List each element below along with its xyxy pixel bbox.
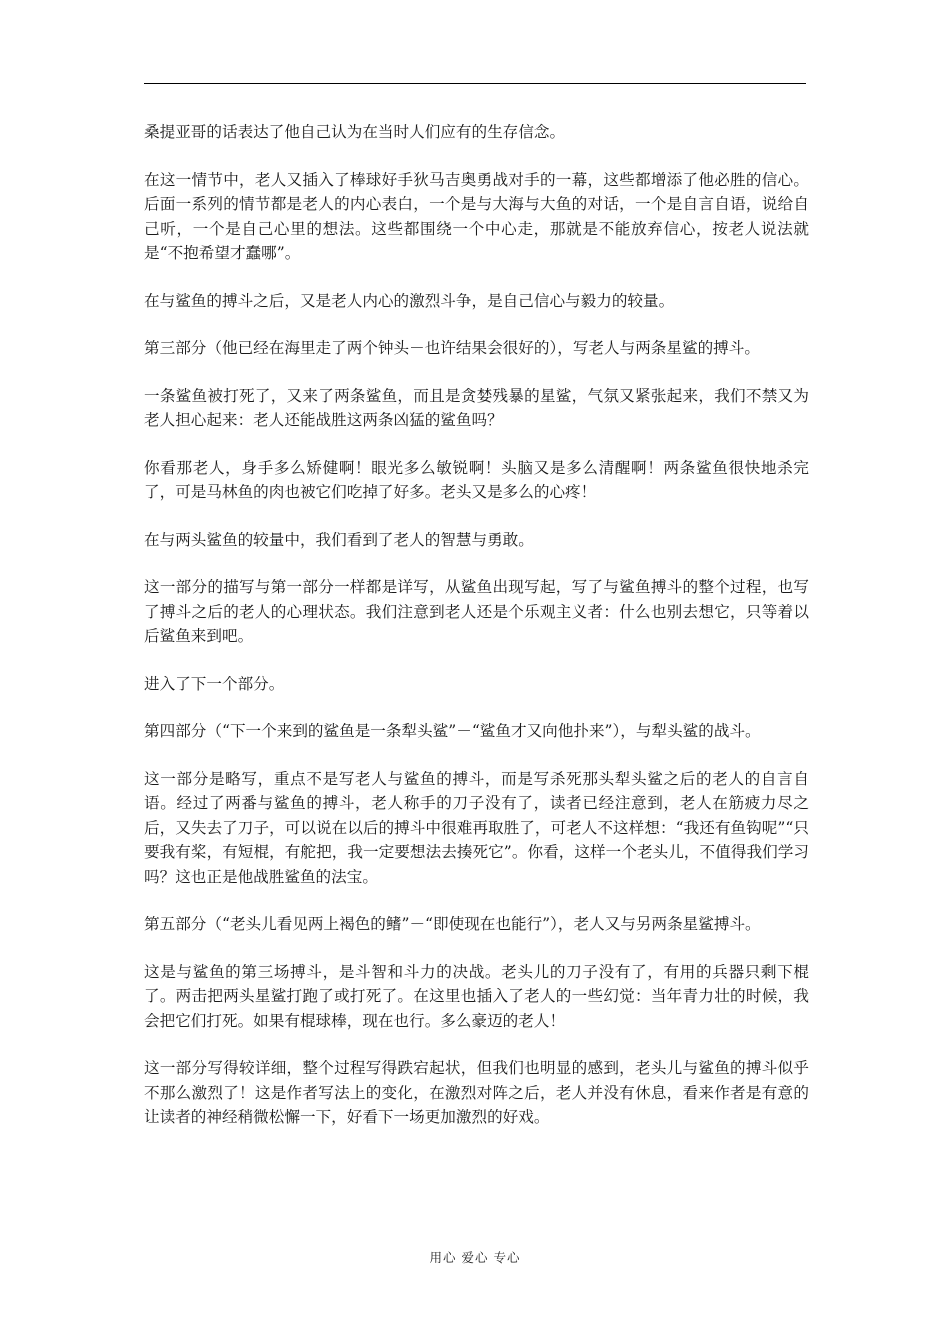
paragraph: 这是与鲨鱼的第三场搏斗，是斗智和斗力的决战。老头儿的刀子没有了，有用的兵器只剩下棍了。两击把两头星鲨打跑了或打死了。在这里也插入了老人的一些幻觉：当年青力壮的时候，我会把它们打死。如果有棍球棒，现在也行。多么豪迈的老人！ bbox=[144, 962, 809, 1030]
header-rule bbox=[144, 83, 806, 84]
paragraph: 这一部分是略写，重点不是写老人与鲨鱼的搏斗，而是写杀死那头犁头鲨之后的老人的自言自语。经过了两番与鲨鱼的搏斗，老人称手的刀子没有了，读者已经注意到，老人在筋疲力尽之后，又失去了刀子，可以说在以后的搏斗中很难再取胜了，可老人不这样想：“我还有鱼钩呢”“只要我有桨，有短棍，有舵把，我一定要想法去揍死它”。你看，这样一个老头儿，不值得我们学习吗？这也正是他战胜鲨鱼的法宝。 bbox=[144, 769, 809, 886]
paragraph: 在这一情节中，老人又插入了棒球好手狄马吉奥勇战对手的一幕，这些都增添了他必胜的信心。后面一系列的情节都是老人的内心表白，一个是与大海与大鱼的对话，一个是自言自语，说给自己听，一个是自己心里的想法。这些都围绕一个中心走，那就是不能放弃信心，按老人说法就是“不抱希望才蠢哪”。 bbox=[144, 170, 809, 262]
paragraph: 进入了下一个部分。 bbox=[144, 674, 285, 693]
paragraph: 这一部分的描写与第一部分一样都是详写，从鲨鱼出现写起，写了与鲨鱼搏斗的整个过程，也写了搏斗之后的老人的心理状态。我们注意到老人还是个乐观主义者：什么也别去想它，只等着以后鲨鱼来到吧。 bbox=[144, 578, 809, 645]
document-body bbox=[144, 120, 809, 1153]
paragraph: 桑提亚哥的话表达了他自己认为在当时人们应有的生存信念。 bbox=[144, 123, 566, 141]
paragraph: 你看那老人，身手多么矫健啊！眼光多么敏锐啊！头脑又是多么清醒啊！两条鲨鱼很快地杀完了，可是马林鱼的肉也被它们吃掉了好多。老头又是多么的心疼！ bbox=[144, 458, 809, 501]
paragraph: 在与鲨鱼的搏斗之后，又是老人内心的激烈斗争，是自己信心与毅力的较量。 bbox=[144, 291, 675, 310]
paragraph: 第四部分（“下一个来到的鲨鱼是一条犁头鲨”－“鲨鱼才又向他扑来”），与犁头鲨的战斗。 bbox=[144, 722, 761, 740]
paragraph: 第三部分（他已经在海里走了两个钟头－也许结果会很好的），写老人与两条星鲨的搏斗。 bbox=[144, 339, 760, 357]
paragraph: 这一部分写得较详细，整个过程写得跌宕起状，但我们也明显的感到，老头儿与鲨鱼的搏斗似乎不那么激烈了！这是作者写法上的变化，在激烈对阵之后，老人并没有休息，看来作者是有意的让读者的神经稍微松懈一下，好看下一场更加激烈的好戏。 bbox=[144, 1059, 809, 1126]
page-footer: 用心 爱心 专心 bbox=[429, 1250, 521, 1265]
paragraph: 在与两头鲨鱼的较量中，我们看到了老人的智慧与勇敢。 bbox=[144, 530, 534, 549]
paragraph: 第五部分（“老头儿看见两上褐色的鳍”－“即使现在也能行”），老人又与另两条星鲨搏斗。 bbox=[144, 915, 761, 933]
paragraph: 一条鲨鱼被打死了，又来了两条鲨鱼，而且是贪婪残暴的星鲨，气氛又紧张起来，我们不禁又为老人担心起来：老人还能战胜这两条凶猛的鲨鱼吗？ bbox=[144, 386, 809, 429]
